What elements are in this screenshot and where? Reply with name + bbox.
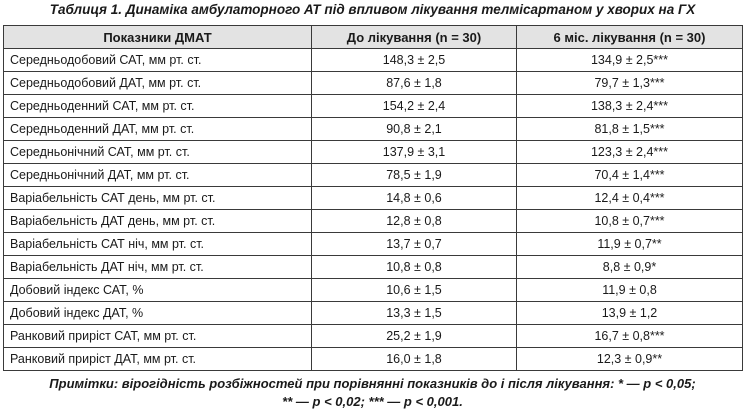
indicator-cell: Добовий індекс ДАТ, % xyxy=(4,302,312,325)
after-treatment-cell: 10,8 ± 0,7*** xyxy=(517,210,743,233)
table-caption: Таблиця 1. Динаміка амбулаторного АТ під впливом лікування телмісартаном у хворих на ГХ xyxy=(49,2,696,17)
table-row xyxy=(4,233,743,256)
table-row xyxy=(4,72,743,95)
table-body xyxy=(4,49,743,371)
indicator-cell: Варіабельність САТ ніч, мм рт. ст. xyxy=(4,233,312,256)
header-after-treatment: 6 міс. лікування (n = 30) xyxy=(517,26,743,49)
before-treatment-cell: 12,8 ± 0,8 xyxy=(312,210,517,233)
footnote xyxy=(0,375,745,411)
indicator-cell: Ранковий приріст ДАТ, мм рт. ст. xyxy=(4,348,312,371)
indicator-cell: Варіабельність ДАТ день, мм рт. ст. xyxy=(4,210,312,233)
header-indicator: Показники ДМАТ xyxy=(4,26,312,49)
table-row xyxy=(4,325,743,348)
header-before-treatment: До лікування (n = 30) xyxy=(312,26,517,49)
after-treatment-cell: 123,3 ± 2,4*** xyxy=(517,141,743,164)
footnote-line-1: Примітки: вірогідність розбіжностей при порівнянні показників до і після лікування: * — p < 0,05; xyxy=(49,376,696,391)
indicator-cell: Середньоденний ДАТ, мм рт. ст. xyxy=(4,118,312,141)
after-treatment-cell: 134,9 ± 2,5*** xyxy=(517,49,743,72)
table-header xyxy=(4,26,743,49)
results-table xyxy=(3,25,743,371)
table-row xyxy=(4,187,743,210)
indicator-cell: Варіабельність ДАТ ніч, мм рт. ст. xyxy=(4,256,312,279)
indicator-cell: Добовий індекс САТ, % xyxy=(4,279,312,302)
footnote-line-2: ** — p < 0,02; *** — p < 0,001. xyxy=(282,394,463,409)
table-row xyxy=(4,164,743,187)
indicator-cell: Варіабельність САТ день, мм рт. ст. xyxy=(4,187,312,210)
before-treatment-cell: 10,6 ± 1,5 xyxy=(312,279,517,302)
before-treatment-cell: 90,8 ± 2,1 xyxy=(312,118,517,141)
table-row xyxy=(4,302,743,325)
indicator-cell: Середньодобовий САТ, мм рт. ст. xyxy=(4,49,312,72)
before-treatment-cell: 148,3 ± 2,5 xyxy=(312,49,517,72)
before-treatment-cell: 78,5 ± 1,9 xyxy=(312,164,517,187)
before-treatment-cell: 13,7 ± 0,7 xyxy=(312,233,517,256)
after-treatment-cell: 81,8 ± 1,5*** xyxy=(517,118,743,141)
before-treatment-cell: 154,2 ± 2,4 xyxy=(312,95,517,118)
table-row xyxy=(4,256,743,279)
after-treatment-cell: 13,9 ± 1,2 xyxy=(517,302,743,325)
before-treatment-cell: 16,0 ± 1,8 xyxy=(312,348,517,371)
table-row xyxy=(4,118,743,141)
after-treatment-cell: 16,7 ± 0,8*** xyxy=(517,325,743,348)
before-treatment-cell: 10,8 ± 0,8 xyxy=(312,256,517,279)
before-treatment-cell: 25,2 ± 1,9 xyxy=(312,325,517,348)
header-row xyxy=(4,26,743,49)
indicator-cell: Середньоденний САТ, мм рт. ст. xyxy=(4,95,312,118)
after-treatment-cell: 11,9 ± 0,8 xyxy=(517,279,743,302)
table-row xyxy=(4,348,743,371)
after-treatment-cell: 70,4 ± 1,4*** xyxy=(517,164,743,187)
table-row xyxy=(4,210,743,233)
after-treatment-cell: 12,3 ± 0,9** xyxy=(517,348,743,371)
after-treatment-cell: 11,9 ± 0,7** xyxy=(517,233,743,256)
before-treatment-cell: 87,6 ± 1,8 xyxy=(312,72,517,95)
after-treatment-cell: 12,4 ± 0,4*** xyxy=(517,187,743,210)
indicator-cell: Середньодобовий ДАТ, мм рт. ст. xyxy=(4,72,312,95)
table-row xyxy=(4,279,743,302)
after-treatment-cell: 79,7 ± 1,3*** xyxy=(517,72,743,95)
indicator-cell: Середньонічний ДАТ, мм рт. ст. xyxy=(4,164,312,187)
indicator-cell: Середньонічний САТ, мм рт. ст. xyxy=(4,141,312,164)
table-row xyxy=(4,95,743,118)
table-row xyxy=(4,49,743,72)
before-treatment-cell: 137,9 ± 3,1 xyxy=(312,141,517,164)
before-treatment-cell: 13,3 ± 1,5 xyxy=(312,302,517,325)
after-treatment-cell: 8,8 ± 0,9* xyxy=(517,256,743,279)
indicator-cell: Ранковий приріст САТ, мм рт. ст. xyxy=(4,325,312,348)
before-treatment-cell: 14,8 ± 0,6 xyxy=(312,187,517,210)
after-treatment-cell: 138,3 ± 2,4*** xyxy=(517,95,743,118)
table-row xyxy=(4,141,743,164)
